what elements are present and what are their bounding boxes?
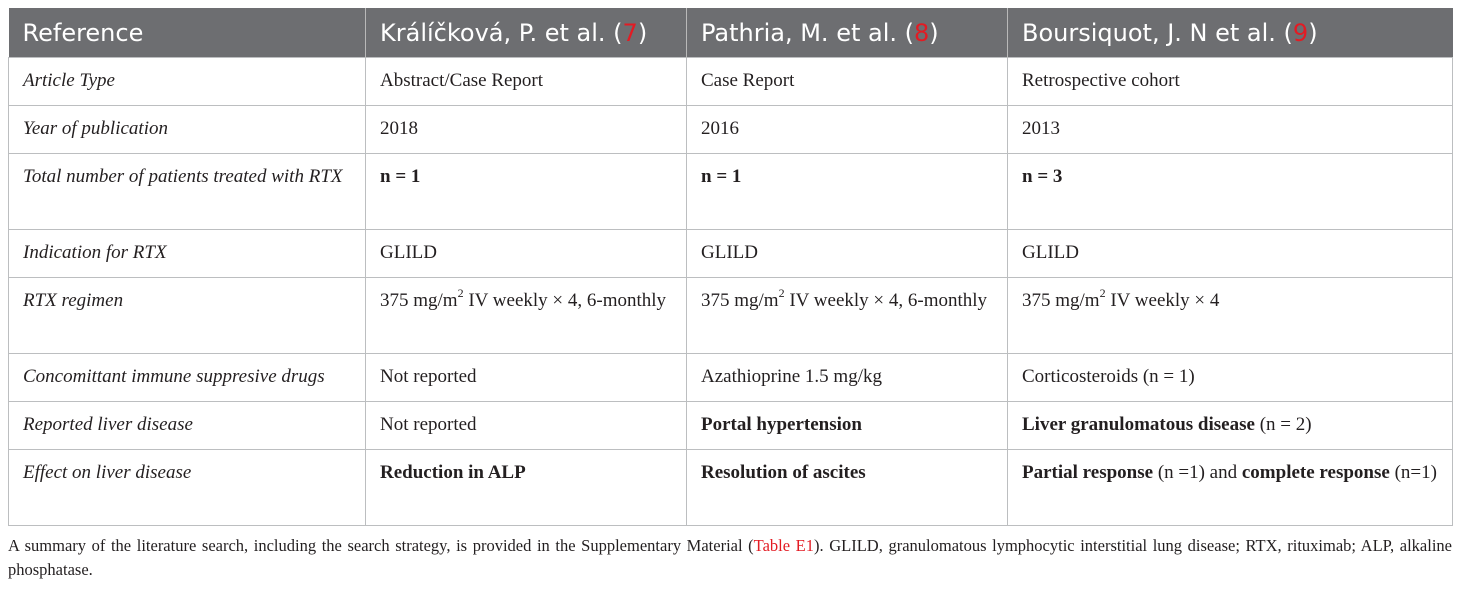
superscript: 2 bbox=[1099, 285, 1106, 300]
row-label: Indication for RTX bbox=[9, 230, 366, 278]
table-cell: Not reported bbox=[366, 402, 687, 450]
reference-link[interactable]: 7 bbox=[622, 18, 638, 47]
row-label: Effect on liver disease bbox=[9, 450, 366, 526]
bold-value: Resolution of ascites bbox=[701, 462, 866, 483]
table-e1-link[interactable]: Table E1 bbox=[753, 536, 815, 555]
reference-link[interactable]: 9 bbox=[1292, 18, 1309, 47]
reference-link[interactable]: 8 bbox=[914, 18, 930, 47]
superscript: 2 bbox=[457, 285, 464, 300]
table-cell: Case Report bbox=[687, 58, 1008, 106]
literature-table bbox=[8, 8, 1453, 526]
dose-rest: IV weekly × 4 bbox=[1105, 290, 1220, 311]
table-cell bbox=[366, 278, 687, 354]
table-cell: 2016 bbox=[687, 106, 1008, 154]
table-row bbox=[9, 154, 1453, 230]
dose-rest: IV weekly × 4, 6-monthly bbox=[784, 290, 988, 311]
header-boursiquot bbox=[1008, 8, 1453, 58]
header-author: Boursiquot, J. N et al. ( bbox=[1022, 18, 1293, 47]
caption-text-end: ). GLILD, granulomatous lymphocytic interstitial lung disease; RTX, rituximab; ALP, alkaline phosphatase. bbox=[8, 536, 1452, 579]
header-paren: ) bbox=[929, 18, 939, 47]
bold-value: Partial response bbox=[1022, 462, 1154, 483]
cell-mid: (n =1) and bbox=[1153, 462, 1242, 483]
table-cell: Azathioprine 1.5 mg/kg bbox=[687, 354, 1008, 402]
table-cell bbox=[366, 154, 687, 230]
table-row bbox=[9, 402, 1453, 450]
header-reference: Reference bbox=[9, 8, 366, 58]
dose-rest: IV weekly × 4, 6-monthly bbox=[463, 290, 667, 311]
dose-text: 375 mg/m bbox=[1022, 290, 1100, 311]
table-cell bbox=[687, 450, 1008, 526]
row-label: Article Type bbox=[9, 58, 366, 106]
dose-text: 375 mg/m bbox=[701, 290, 779, 311]
table-cell: GLILD bbox=[687, 230, 1008, 278]
bold-value: complete response bbox=[1241, 462, 1390, 483]
table-row bbox=[9, 450, 1453, 526]
bold-value: n = 1 bbox=[380, 166, 421, 187]
table-caption bbox=[8, 534, 1452, 582]
table-cell bbox=[366, 450, 687, 526]
table-cell: 2018 bbox=[366, 106, 687, 154]
cell-rest: (n = 2) bbox=[1254, 414, 1312, 435]
table-row bbox=[9, 106, 1453, 154]
cell-rest: (n=1) bbox=[1389, 462, 1437, 483]
table-cell: Abstract/Case Report bbox=[366, 58, 687, 106]
table-cell bbox=[1008, 402, 1453, 450]
table-cell: Retrospective cohort bbox=[1008, 58, 1453, 106]
table-cell: Not reported bbox=[366, 354, 687, 402]
table-cell bbox=[1008, 278, 1453, 354]
table-cell: 2013 bbox=[1008, 106, 1453, 154]
row-label: Total number of patients treated with RTX bbox=[9, 154, 366, 230]
table-container bbox=[8, 8, 1452, 582]
bold-value: Liver granulomatous disease bbox=[1022, 414, 1255, 435]
header-paren: ) bbox=[637, 18, 648, 47]
table-row bbox=[9, 230, 1453, 278]
table-row bbox=[9, 354, 1453, 402]
row-label: Year of publication bbox=[9, 106, 366, 154]
header-author: Králíčková, P. et al. ( bbox=[380, 18, 623, 47]
table-cell bbox=[1008, 154, 1453, 230]
bold-value: Portal hypertension bbox=[701, 414, 862, 435]
table-row bbox=[9, 278, 1453, 354]
table-row bbox=[9, 58, 1453, 106]
bold-value: n = 1 bbox=[701, 166, 742, 187]
table-cell: GLILD bbox=[1008, 230, 1453, 278]
table-cell: GLILD bbox=[366, 230, 687, 278]
header-paren: ) bbox=[1308, 18, 1318, 47]
header-row bbox=[9, 8, 1453, 58]
table-cell bbox=[1008, 450, 1453, 526]
header-kralickova bbox=[366, 8, 687, 58]
caption-text: A summary of the literature search, including the search strategy, is provided in the Supplementary Material ( bbox=[8, 536, 754, 555]
header-author: Pathria, M. et al. ( bbox=[701, 18, 914, 47]
table-cell bbox=[687, 154, 1008, 230]
row-label: Reported liver disease bbox=[9, 402, 366, 450]
bold-value: Reduction in ALP bbox=[380, 462, 526, 483]
row-label: Concomittant immune suppresive drugs bbox=[9, 354, 366, 402]
row-label: RTX regimen bbox=[9, 278, 366, 354]
header-pathria bbox=[687, 8, 1008, 58]
superscript: 2 bbox=[778, 285, 785, 300]
table-cell: Corticosteroids (n = 1) bbox=[1008, 354, 1453, 402]
dose-text: 375 mg/m bbox=[380, 290, 458, 311]
table-cell bbox=[687, 278, 1008, 354]
table-cell bbox=[687, 402, 1008, 450]
bold-value: n = 3 bbox=[1022, 166, 1063, 187]
